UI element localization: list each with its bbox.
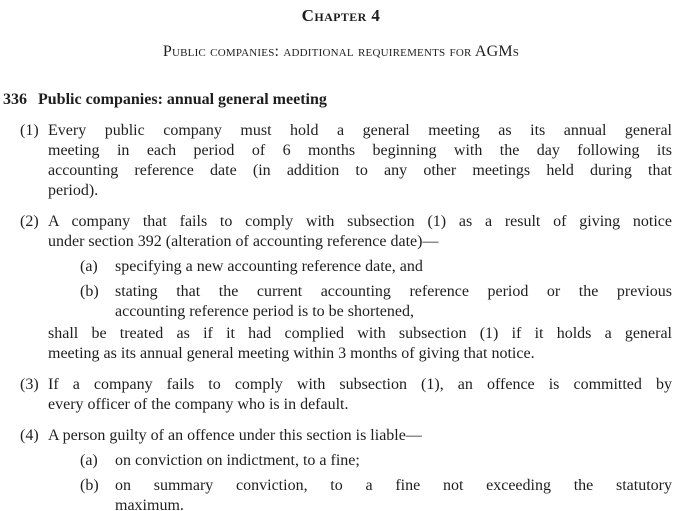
subsection: [0, 426, 682, 511]
text-line: meeting in each period of 6 months beginning with the day following its: [48, 142, 672, 159]
text-line: period).: [48, 182, 99, 199]
paragraph: [48, 451, 672, 471]
text-line: every officer of the company who is in default.: [48, 396, 349, 413]
section-heading: [0, 90, 682, 110]
text-line: meeting as its annual general meeting within 3 months of giving that notice.: [48, 345, 535, 362]
paragraph-letter: (a): [80, 258, 98, 275]
paragraph-body: [115, 282, 672, 322]
text-line: If a company fails to comply with subsection (1), an offence is committed by: [48, 376, 672, 393]
subsection-body: [48, 375, 672, 415]
subsection-number: (3): [20, 376, 39, 393]
text-block: [48, 426, 672, 446]
text-line: on summary conviction, to a fine not exceeding the statutory: [115, 477, 672, 494]
text-line: shall be treated as if it had complied with subsection (1) if it holds a general: [48, 325, 672, 342]
text-block: [48, 121, 672, 201]
subsection-number: (2): [20, 213, 39, 230]
text-line: stating that the current accounting reference period or the previous: [115, 283, 672, 300]
chapter-heading: Chapter 4: [301, 6, 381, 25]
text-line: under section 392 (alteration of accounting reference date)—: [48, 233, 439, 250]
paragraph-letter: (a): [80, 452, 98, 469]
subsection: [0, 212, 682, 364]
text-line: A person guilty of an offence under this section is liable—: [48, 427, 422, 444]
text-line: maximum.: [115, 497, 184, 511]
subsection-number: (1): [20, 122, 39, 139]
section-title: Public companies: annual general meeting: [38, 91, 327, 108]
paragraph: [48, 257, 672, 277]
subsection-body: [48, 121, 672, 201]
text-line: accounting reference date (in addition to any other meetings held during that: [48, 162, 672, 179]
paragraph-body: [115, 451, 672, 471]
text-line: on conviction on indictment, to a fine;: [115, 452, 360, 469]
section-number: 336: [3, 91, 27, 108]
subsection: [0, 121, 682, 201]
paragraph-letter: (b): [80, 477, 99, 494]
subsection-number: (4): [20, 427, 39, 444]
subsection-body: [48, 212, 672, 364]
paragraph-letter: (b): [80, 283, 99, 300]
text-line: specifying a new accounting reference date, and: [115, 258, 423, 275]
text-line: A company that fails to comply with subsection (1) as a result of giving notice: [48, 213, 672, 230]
text-line: Every public company must hold a general meeting as its annual general: [48, 122, 672, 139]
subsection: [0, 375, 682, 415]
chapter-subheading: Public companies: additional requirements for AGMs: [162, 43, 520, 60]
text-block: [48, 212, 672, 252]
paragraph-body: [115, 476, 672, 511]
subsections-container: [0, 121, 682, 511]
paragraph: [48, 282, 672, 322]
subsection-body: [48, 426, 672, 511]
text-block: [48, 375, 672, 415]
text-line: accounting reference period is to be shortened,: [115, 303, 414, 320]
paragraph: [48, 476, 672, 511]
text-block: [48, 324, 672, 364]
paragraph-body: [115, 257, 672, 277]
